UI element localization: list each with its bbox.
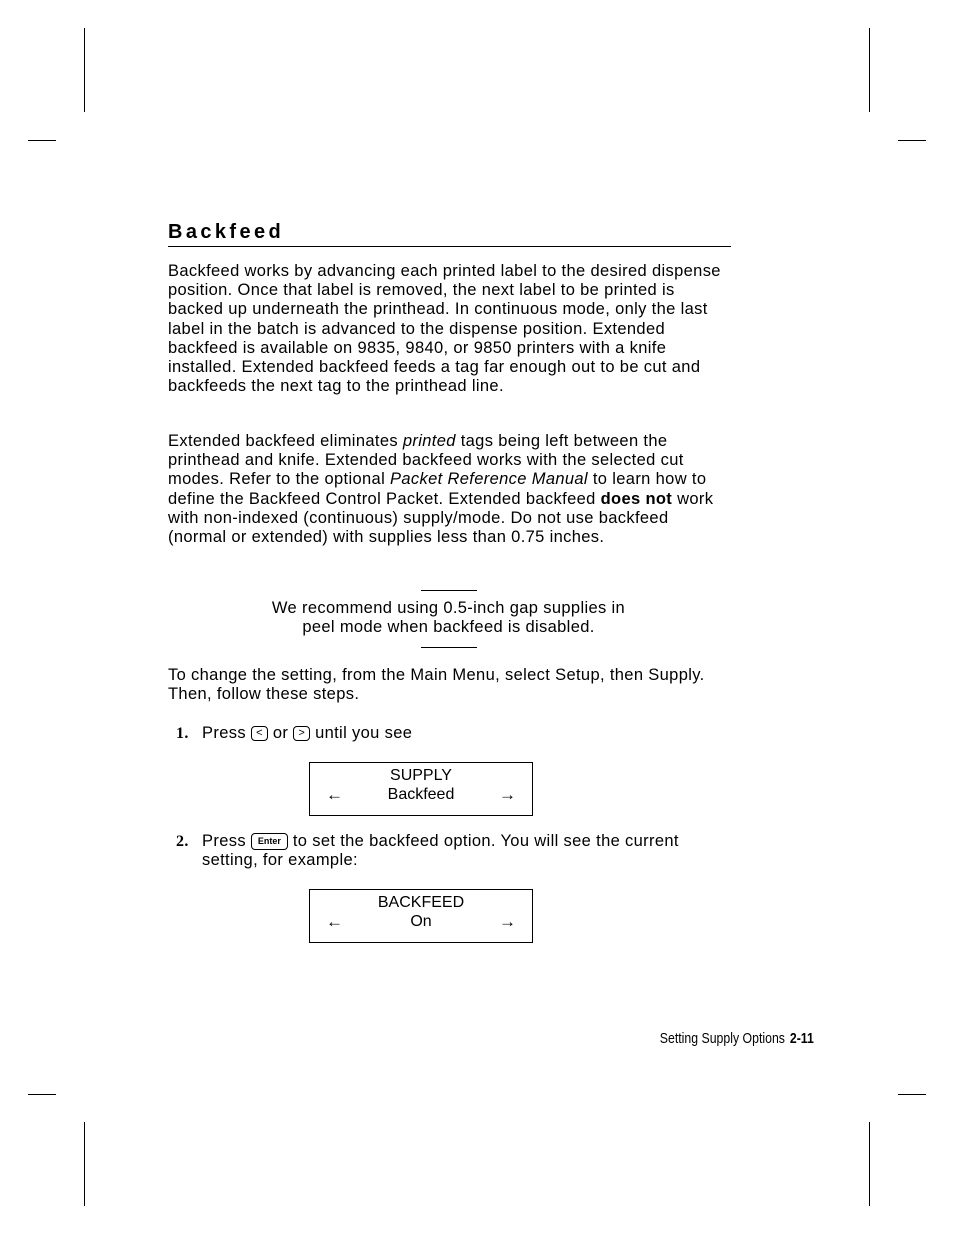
text-run: Press	[202, 724, 246, 742]
enter-key-icon: Enter	[251, 833, 288, 850]
emphasis-does-not: does not	[600, 489, 673, 508]
right-arrow-icon: →	[499, 785, 516, 804]
note-rule-bottom	[421, 647, 477, 648]
step-text	[202, 724, 722, 743]
printer-display-backfeed	[309, 889, 533, 943]
text-run: to set the backfeed option. You will see the current setting, for example:	[202, 832, 679, 870]
left-arrow-key-icon: <	[251, 726, 268, 741]
crop-mark	[84, 1122, 85, 1206]
right-arrow-key-icon: >	[293, 726, 310, 741]
footer-section-name: Setting Supply Options	[660, 1030, 786, 1047]
printer-display-supply	[309, 762, 533, 816]
note-rule-top	[421, 590, 477, 591]
intro-paragraph: Backfeed works by advancing each printed label to the desired dispense position. Once that label is removed, the next label to be printed is backed up underneath the printhead. In continuous mode, only the last label in the batch is advanced to the dispense position. Extended backfeed is available on 9835, 9840, or 9850 printers with a knife installed. Extended backfeed feeds a tag far enough out to be cut and backfeeds the next tag to the printhead line.	[168, 262, 721, 396]
right-arrow-icon: →	[499, 912, 516, 931]
display-line-1: BACKFEED	[377, 894, 465, 911]
text-run: Extended backfeed eliminates	[168, 432, 403, 450]
note-line: We recommend using 0.5-inch gap supplies in	[271, 599, 626, 617]
crop-mark	[869, 1122, 870, 1206]
note-line: peel mode when backfeed is disabled.	[302, 618, 595, 637]
text-run: until you see	[315, 724, 413, 742]
text-run: tags being left between the printhead and knife. Extended backfeed works with the selected cut modes. Refer to the optional	[168, 432, 684, 489]
emphasis-printed: printed	[402, 432, 456, 450]
step-text	[202, 832, 722, 870]
crop-mark	[28, 1094, 56, 1095]
note	[230, 599, 667, 637]
display-line-2: On	[410, 913, 432, 930]
step-number: 2.	[176, 833, 189, 850]
display-line-1: SUPPLY	[390, 767, 452, 784]
crop-mark	[869, 28, 870, 112]
manual-reference: Packet Reference Manual	[390, 470, 588, 489]
text-run: or	[272, 724, 289, 742]
instructions-paragraph: To change the setting, from the Main Menu, select Setup, then Supply. Then, follow these steps.	[168, 666, 705, 704]
text-run: work with non-indexed (continuous) supply/mode. Do not use backfeed (normal or extended) with supplies less than 0.75 inches.	[168, 489, 714, 547]
page-number: 2-11	[790, 1030, 814, 1047]
crop-mark	[28, 140, 56, 141]
left-arrow-icon: ←	[326, 785, 343, 804]
section-title: Backfeed	[168, 220, 731, 247]
crop-mark	[84, 28, 85, 112]
text-run: Press	[202, 832, 246, 850]
crop-mark	[898, 1094, 926, 1095]
display-line-2: Backfeed	[387, 786, 455, 803]
crop-mark	[898, 140, 926, 141]
extended-backfeed-paragraph	[168, 432, 728, 547]
text-run: to learn how to define the Backfeed Control Packet. Extended backfeed	[168, 470, 707, 508]
step-number: 1.	[176, 725, 189, 742]
left-arrow-icon: ←	[326, 912, 343, 931]
page-footer	[660, 1030, 814, 1047]
